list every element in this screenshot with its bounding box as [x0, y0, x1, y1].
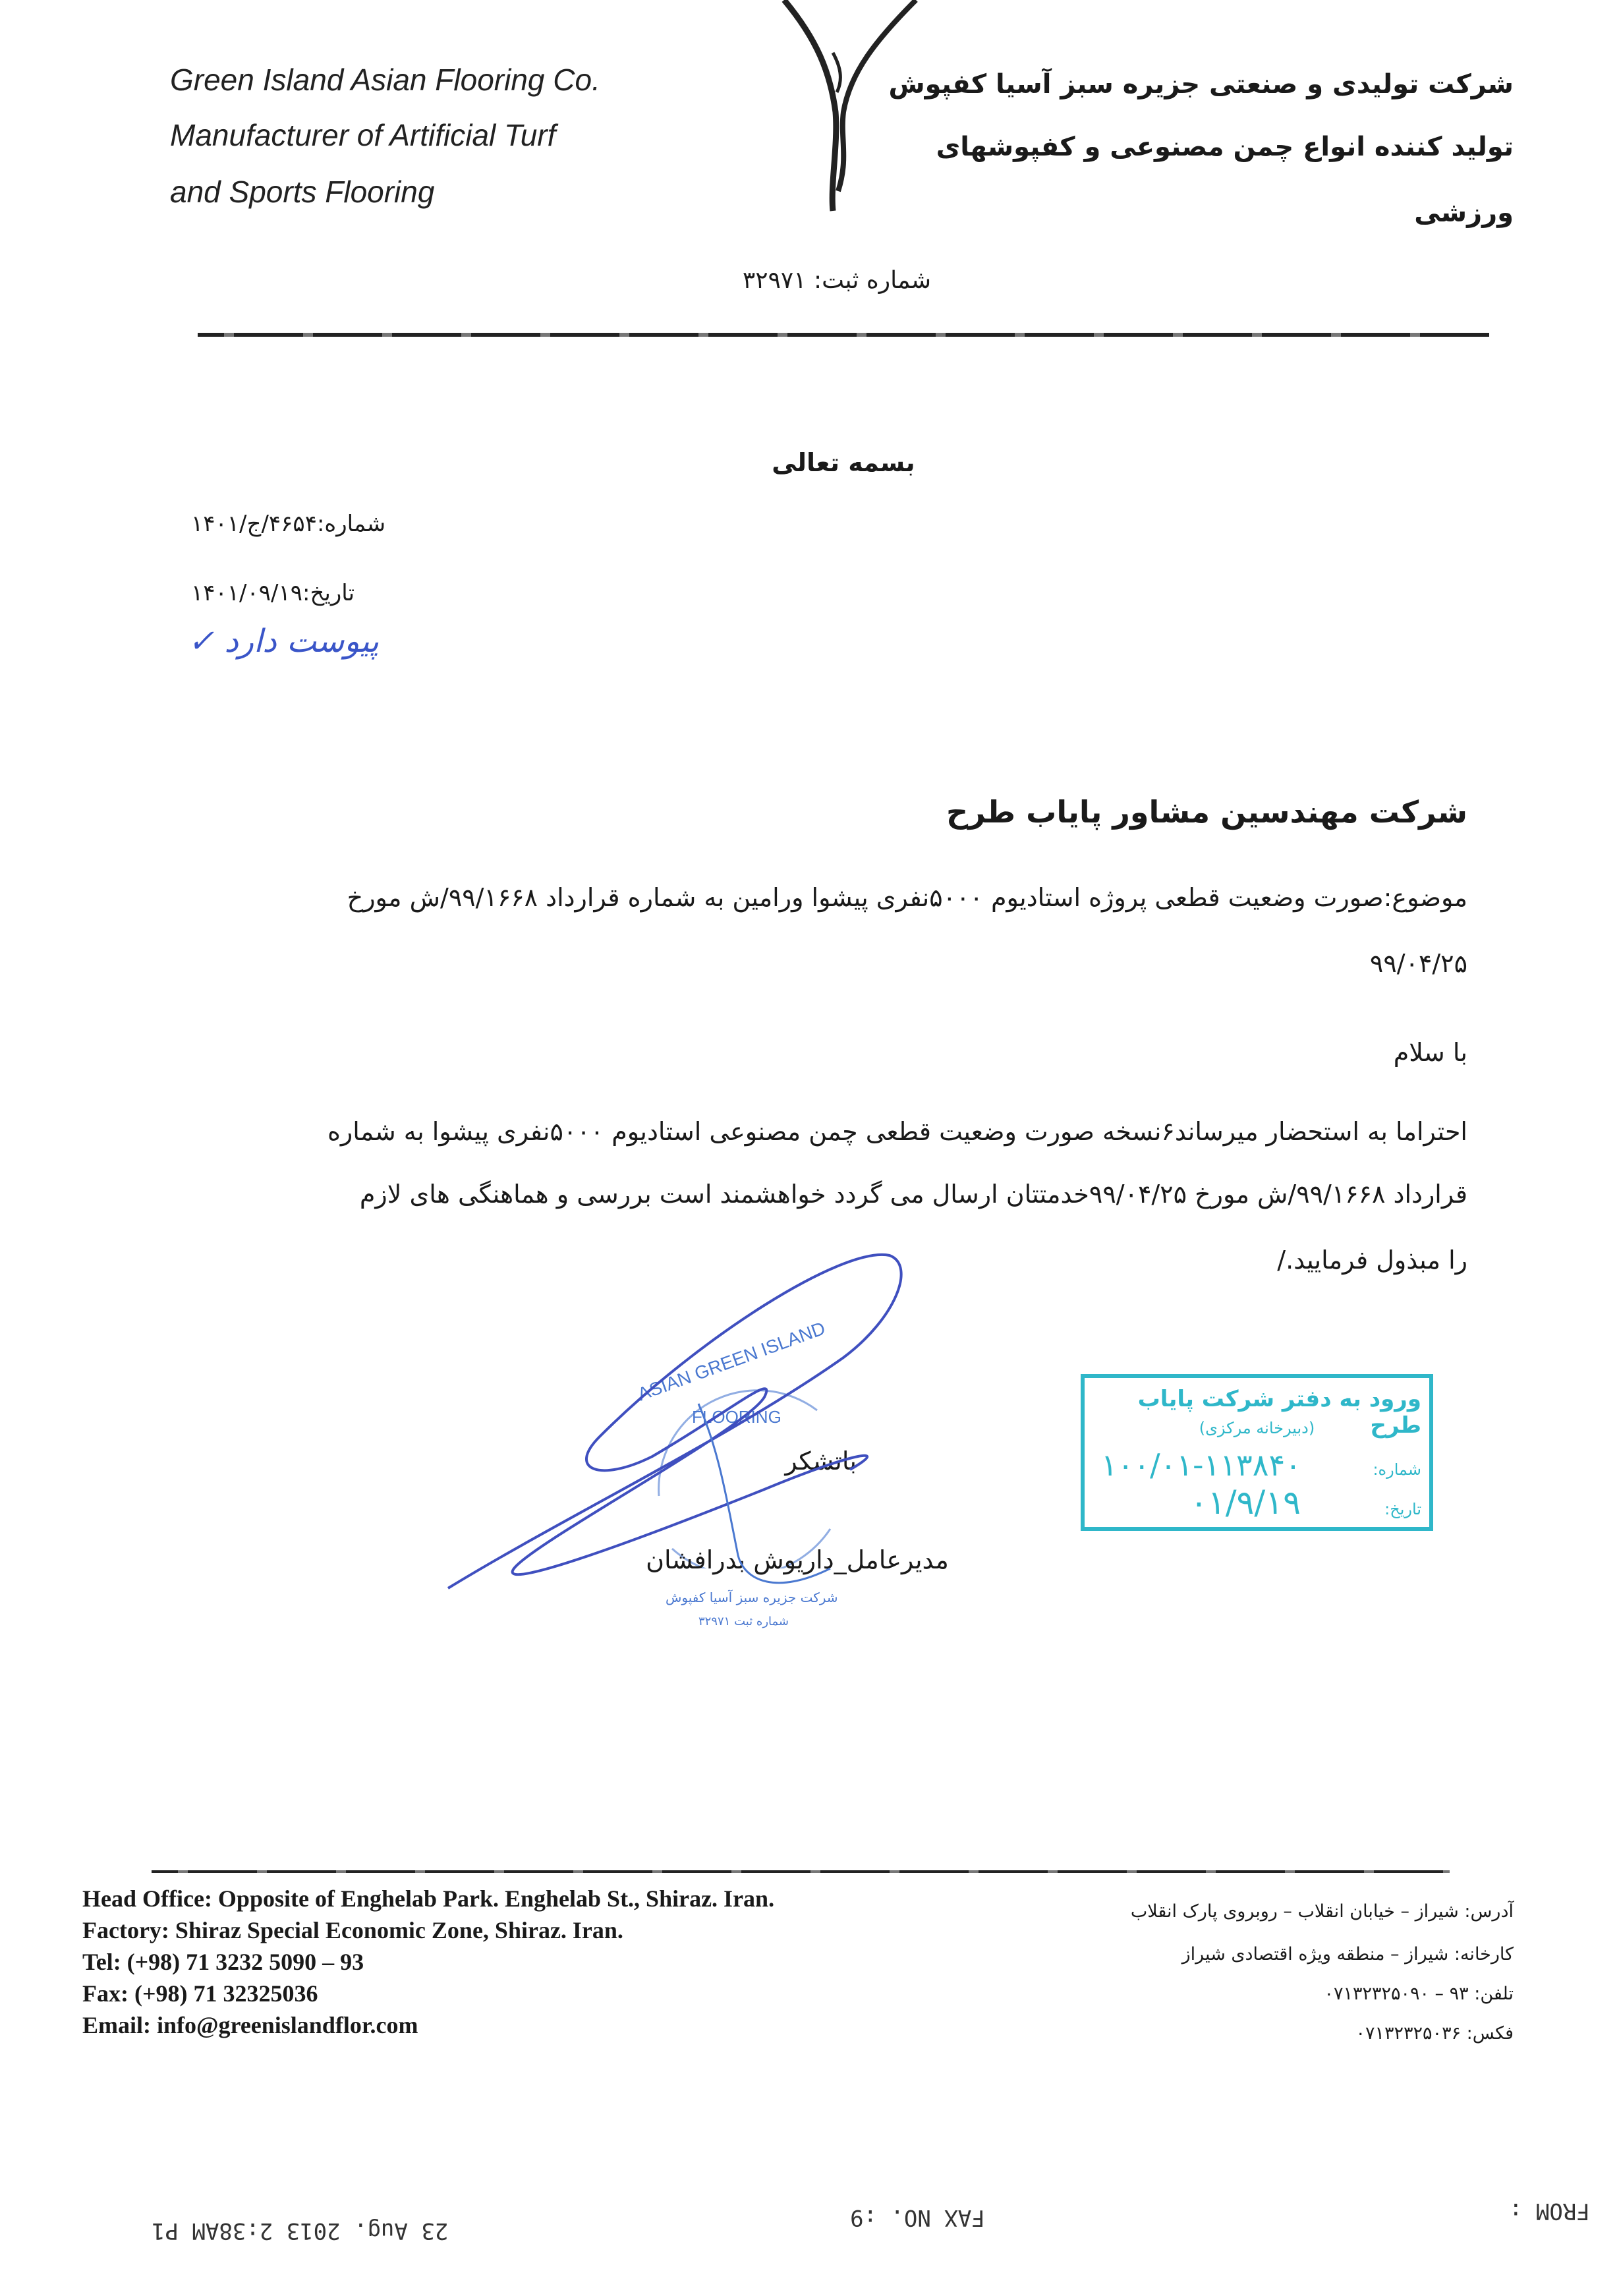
subject-line-2: ۹۹/۰۴/۲۵ — [1369, 949, 1467, 978]
signature-icon — [435, 1239, 936, 1608]
recipient: شرکت مهندسین مشاور پایاب طرح — [946, 794, 1467, 830]
invocation: بسمه تعالی — [772, 448, 915, 477]
company-tagline-en-1: Manufacturer of Artificial Turf — [170, 118, 556, 152]
footer-fa-address: آدرس: شیراز – خیابان انقلاب – روبروی پارک انقلاب — [1130, 1901, 1514, 1922]
company-tagline-en-2: and Sports Flooring — [170, 175, 435, 209]
reception-stamp — [1081, 1374, 1433, 1531]
company-name-fa: شرکت تولیدی و صنعتی جزیره سبز آسیا کفپوش — [888, 69, 1514, 100]
company-tagline-fa-1: تولید کننده انواع چمن مصنوعی و کفپوشهای — [936, 132, 1514, 162]
company-name-en: Green Island Asian Flooring Co. — [170, 63, 600, 97]
salutation: با سلام — [1393, 1038, 1467, 1067]
registration-number: شماره ثبت: ۳۲۹۷۱ — [742, 267, 932, 294]
body-line-2: قرارداد ۹۹/۱۶۶۸/ش مورخ ۹۹/۰۴/۲۵خدمتتان ارسال می گردد خواهشمند است بررسی و هماهنگی های لازم — [359, 1180, 1467, 1209]
body-line-3: را مبذول فرمایید./ — [1277, 1246, 1467, 1275]
footer-fa-factory: کارخانه: شیراز – منطقه ویژه اقتصادی شیراز — [1181, 1944, 1514, 1965]
company-logo-icon — [778, 0, 929, 217]
fax-from: FROM : — [1509, 2198, 1590, 2224]
seal-inner-text: FLOORING — [692, 1407, 781, 1427]
signatory: مدیرعامل_داریوش بدرافشان — [646, 1545, 949, 1574]
footer-email: Email: info@greenislandflor.com — [82, 2012, 418, 2038]
stamp-number-value: ۱۰۰/۰۱-۱۱۳۸۴۰ — [1101, 1447, 1301, 1483]
seal-reg-text: شماره ثبت ۳۲۹۷۱ — [698, 1615, 789, 1628]
footer-head-office: Head Office: Opposite of Enghelab Park. Enghelab St., Shiraz. Iran. — [82, 1885, 775, 1912]
fax-number: FAX NO. :9 — [850, 2204, 985, 2231]
attachment-note-text: پیوست دارد — [224, 623, 379, 660]
seal-bottom-text: شرکت جزیره سبز آسیا کفپوش — [666, 1590, 838, 1605]
checkmark-icon: ✓ — [188, 623, 215, 660]
footer-divider — [152, 1870, 1450, 1873]
footer-fa-fax: فکس: ۰۷۱۳۲۳۲۵۰۳۶ — [1355, 2023, 1514, 2044]
handwritten-attachment-note — [188, 623, 379, 660]
stamp-date-value: ۰۱/۹/۱۹ — [1190, 1483, 1301, 1522]
letter-number: شماره:۴۶۵۴/ج/۱۴۰۱ — [191, 511, 386, 537]
footer-factory: Factory: Shiraz Special Economic Zone, Shiraz. Iran. — [82, 1917, 623, 1943]
footer-fax: Fax: (+98) 71 32325036 — [82, 1980, 318, 2007]
fax-datetime: 23 Aug. 2013 2:38AM P1 — [152, 2218, 449, 2244]
closing: باتشکر — [785, 1447, 857, 1476]
body-line-1: احتراما به استحضار میرساند۶نسخه صورت وضعیت قطعی چمن مصنوعی استادیوم ۵۰۰۰نفری پیشوا به شماره — [327, 1117, 1467, 1146]
stamp-title: ورود به دفتر شرکت پایاب طرح — [1137, 1386, 1421, 1439]
footer-tel: Tel: (+98) 71 3232 5090 – 93 — [82, 1949, 364, 1975]
stamp-number-label: شماره: — [1373, 1460, 1421, 1479]
subject-line-1: موضوع:صورت وضعیت قطعی پروژه استادیوم ۵۰۰۰نفری پیشوا ورامین به شماره قرارداد ۹۹/۱۶۶۸/ش مورخ — [347, 883, 1467, 912]
letter-date: تاریخ:۱۴۰۱/۰۹/۱۹ — [191, 580, 355, 606]
stamp-subtitle: (دبیرخانه مرکزی) — [1199, 1419, 1315, 1437]
header-divider — [198, 333, 1489, 337]
stamp-date-label: تاریخ: — [1384, 1500, 1421, 1518]
company-tagline-fa-2: ورزشی — [1414, 198, 1514, 228]
seal-outer-text: ASIAN GREEN ISLAND — [635, 1317, 828, 1405]
footer-fa-tel: تلفن: ۹۳ – ۰۷۱۳۲۳۲۵۰۹۰ — [1324, 1984, 1514, 2004]
